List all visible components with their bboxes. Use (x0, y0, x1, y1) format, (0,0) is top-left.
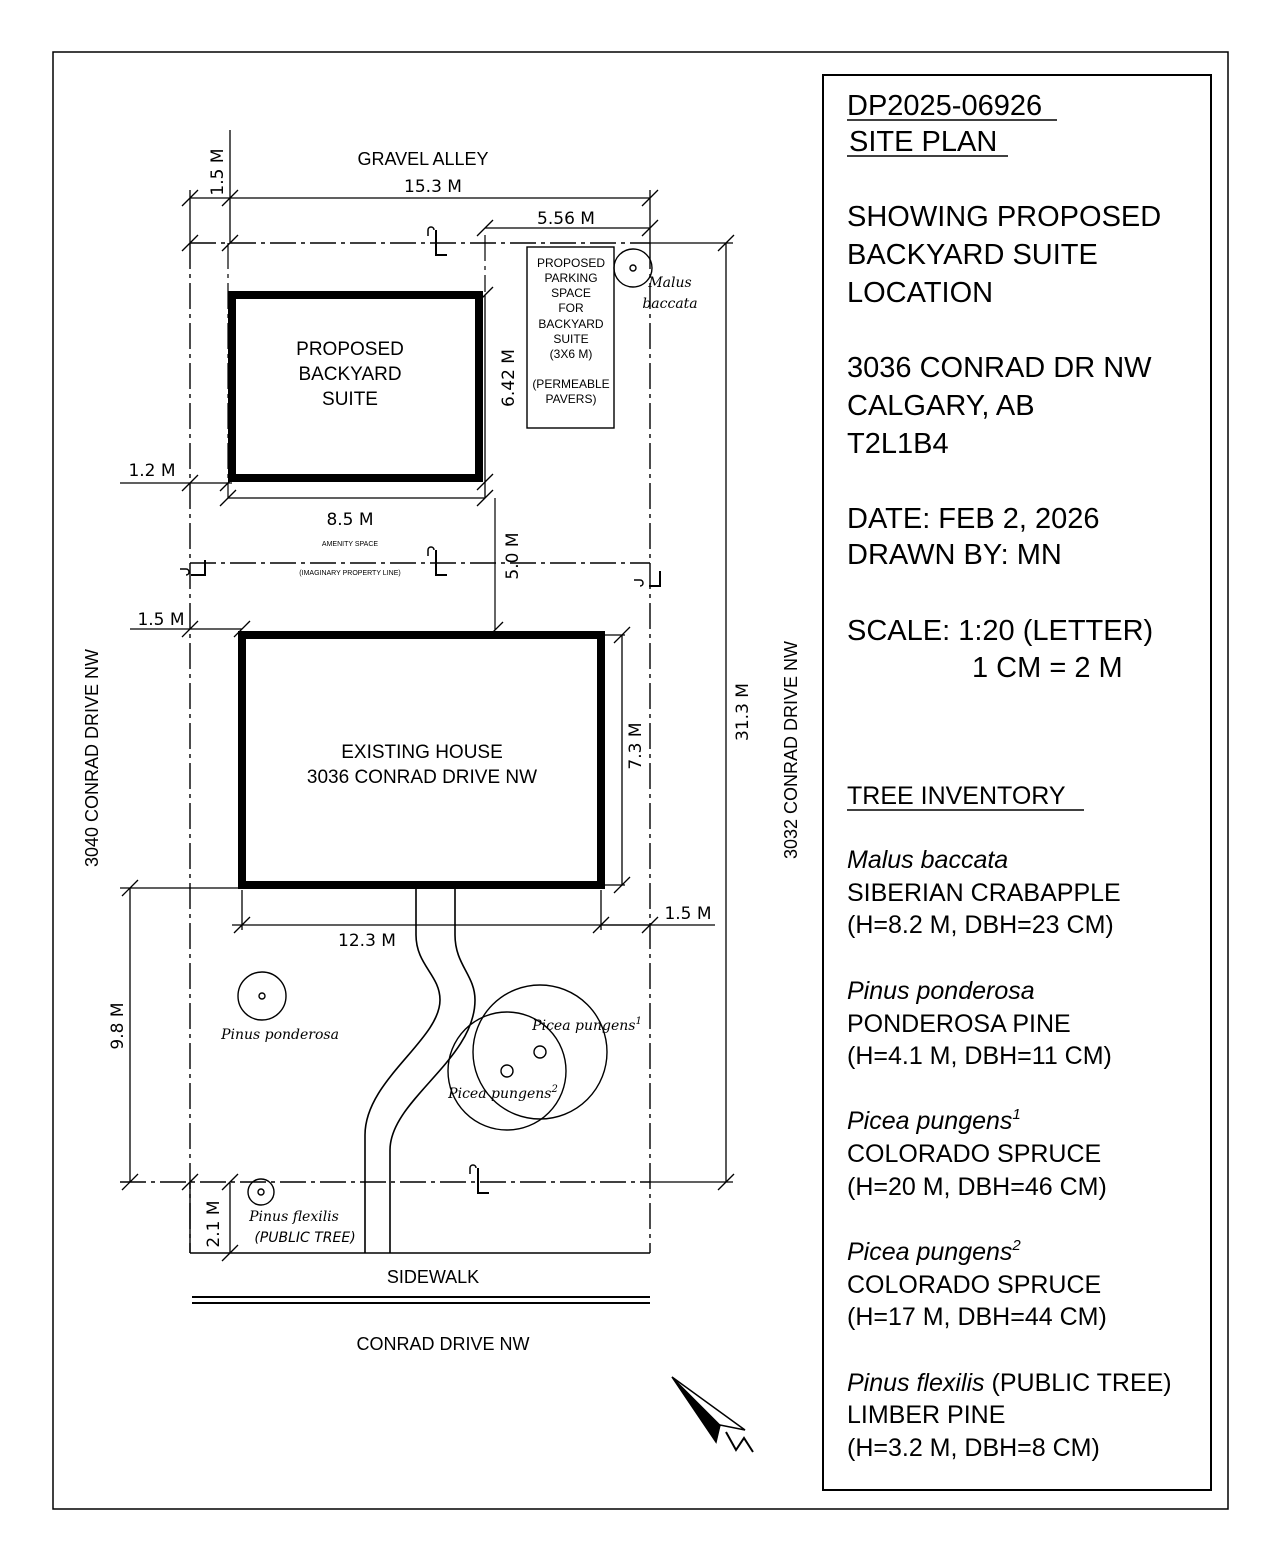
tree-label-flexilis: Pinus flexilis (249, 1209, 339, 1225)
sidewalk-label: SIDEWALK (386, 1267, 480, 1287)
imaginary-property-line-label: (IMAGINARY PROPERTY LINE) (299, 570, 401, 577)
date-line: DATE: FEB 2, 2026 (847, 503, 1100, 535)
tree-1-size: (H=8.2 M, DBH=23 CM) (847, 911, 1114, 939)
tree-2-size: (H=4.1 M, DBH=11 CM) (847, 1042, 1112, 1070)
dim-house-side-left: 1.5 M (137, 610, 185, 630)
tree-entry-2 (847, 977, 1112, 1070)
tree-label-malus-1: Malus (648, 275, 692, 291)
tree-3-latin: Picea pungens$^1$ (847, 1106, 1021, 1135)
scale-line: SCALE: 1:20 (LETTER) (847, 615, 1154, 647)
left-neighbor-label: 3040 CONRAD DRIVE NW (82, 648, 102, 868)
drawn-by-line: DRAWN BY: MN (847, 539, 1062, 571)
tree-4-common: COLORADO SPRUCE (847, 1271, 1102, 1299)
svg-text:BACKYARD: BACKYARD (538, 317, 604, 331)
description-line-3: LOCATION (847, 277, 994, 309)
tree-3-size: (H=20 M, DBH=46 CM) (847, 1173, 1107, 1201)
dim-suite-depth: 6.42 M (499, 349, 519, 407)
suite-label-line-3: SUITE (322, 389, 378, 410)
pl-symbols (180, 227, 660, 1193)
dim-front-yard: 9.8 M (108, 1002, 128, 1050)
svg-text:(PERMEABLE: (PERMEABLE (532, 377, 610, 391)
dim-suite-width: 8.5 M (326, 510, 374, 530)
pinus-ponderosa-canopy (238, 972, 286, 1020)
tree-label-flexilis-public: (PUBLIC TREE) (254, 1230, 356, 1246)
svg-text:SPACE: SPACE (551, 286, 591, 300)
description-line-1: SHOWING PROPOSED (847, 201, 1162, 233)
walkway-right-edge (390, 888, 475, 1253)
svg-text:PARKING: PARKING (544, 271, 598, 285)
tree-entry-3 (847, 1106, 1107, 1201)
dim-lot-depth: 31.3 M (733, 683, 753, 741)
title-block (847, 90, 1172, 1462)
right-neighbor-label: 3032 CONRAD DRIVE NW (781, 640, 801, 860)
suite-label-line-2: BACKYARD (298, 364, 402, 385)
tree-4-size: (H=17 M, DBH=44 CM) (847, 1303, 1107, 1331)
malus-baccata-canopy (614, 249, 652, 287)
scale-ratio-line: 1 CM = 2 M (972, 652, 1123, 684)
house-label-line-1: EXISTING HOUSE (341, 742, 503, 763)
tree-1-common: SIBERIAN CRABAPPLE (847, 879, 1121, 907)
address-line-2: CALGARY, AB (847, 390, 1035, 422)
proposed-backyard-suite (232, 295, 479, 478)
svg-text:FOR: FOR (558, 301, 584, 315)
tree-label-pungens-2: Picea pungens$^2$ (448, 1084, 558, 1102)
address-line-1: 3036 CONRAD DR NW (847, 352, 1152, 384)
picea-pungens-1-trunk (534, 1046, 546, 1058)
tree-label-ponderosa: Pinus ponderosa (221, 1027, 339, 1043)
pl-symbol-front (478, 1168, 489, 1193)
house-label-line-2: 3036 CONRAD DRIVE NW (306, 767, 538, 788)
north-arrow-icon (672, 1377, 753, 1452)
tree-inventory-heading: TREE INVENTORY (847, 782, 1066, 810)
svg-text:(3X6 M): (3X6 M) (549, 347, 593, 361)
tree-entry-4 (847, 1237, 1107, 1331)
dim-suite-side: 1.2 M (128, 461, 176, 481)
pinus-flexilis-canopy (248, 1179, 274, 1205)
dp-number: DP2025-06926 (847, 90, 1043, 122)
dim-house-depth: 7.3 M (626, 722, 646, 770)
tree-4-latin: Picea pungens$^2$ (847, 1237, 1021, 1266)
tree-label-pungens-1: Picea pungens$^1$ (532, 1016, 642, 1034)
suite-label-line-1: PROPOSED (296, 339, 404, 360)
dim-house-width: 12.3 M (338, 931, 396, 951)
svg-text:PAVERS): PAVERS) (545, 392, 597, 406)
svg-text:PROPOSED: PROPOSED (536, 256, 606, 270)
tree-label-malus-2: baccata (642, 296, 698, 312)
tree-entry-5 (847, 1369, 1172, 1462)
pinus-flexilis-trunk (258, 1189, 264, 1195)
svg-text:SUITE: SUITE (553, 332, 589, 346)
plan-drawing (120, 130, 753, 1452)
dim-boulevard: 2.1 M (204, 1200, 224, 1248)
dim-alley-offset: 1.5 M (208, 148, 228, 196)
tree-5-size: (H=3.2 M, DBH=8 CM) (847, 1434, 1100, 1462)
tree-5-common: LIMBER PINE (847, 1401, 1006, 1429)
tree-2-common: PONDEROSA PINE (847, 1010, 1071, 1038)
amenity-space-label: AMENITY SPACE (321, 541, 379, 548)
gravel-alley-label: GRAVEL ALLEY (357, 149, 489, 169)
parking-label (532, 256, 609, 406)
street-label: CONRAD DRIVE NW (356, 1334, 530, 1354)
dim-house-side-right: 1.5 M (664, 904, 712, 924)
tree-3-common: COLORADO SPRUCE (847, 1140, 1102, 1168)
north-n-glyph (726, 1432, 753, 1452)
picea-pungens-2-trunk (501, 1065, 513, 1077)
tree-2-latin: Pinus ponderosa (847, 977, 1035, 1005)
pinus-ponderosa-trunk (259, 993, 265, 999)
dim-lot-width: 15.3 M (404, 177, 462, 197)
malus-baccata-trunk (630, 265, 636, 271)
dim-parking-width: 5.56 M (537, 209, 595, 229)
tree-1-latin: Malus baccata (847, 846, 1009, 874)
sheet-title: SITE PLAN (849, 126, 998, 158)
tree-5-latin: Pinus flexilis (PUBLIC TREE) (847, 1369, 1172, 1397)
pl-symbol-left (191, 560, 205, 575)
tree-entry-1 (847, 846, 1121, 939)
dimension-labels (108, 148, 753, 1247)
description-line-2: BACKYARD SUITE (847, 239, 1098, 271)
address-line-3: T2L1B4 (847, 428, 949, 460)
dim-separation: 5.0 M (503, 532, 523, 580)
